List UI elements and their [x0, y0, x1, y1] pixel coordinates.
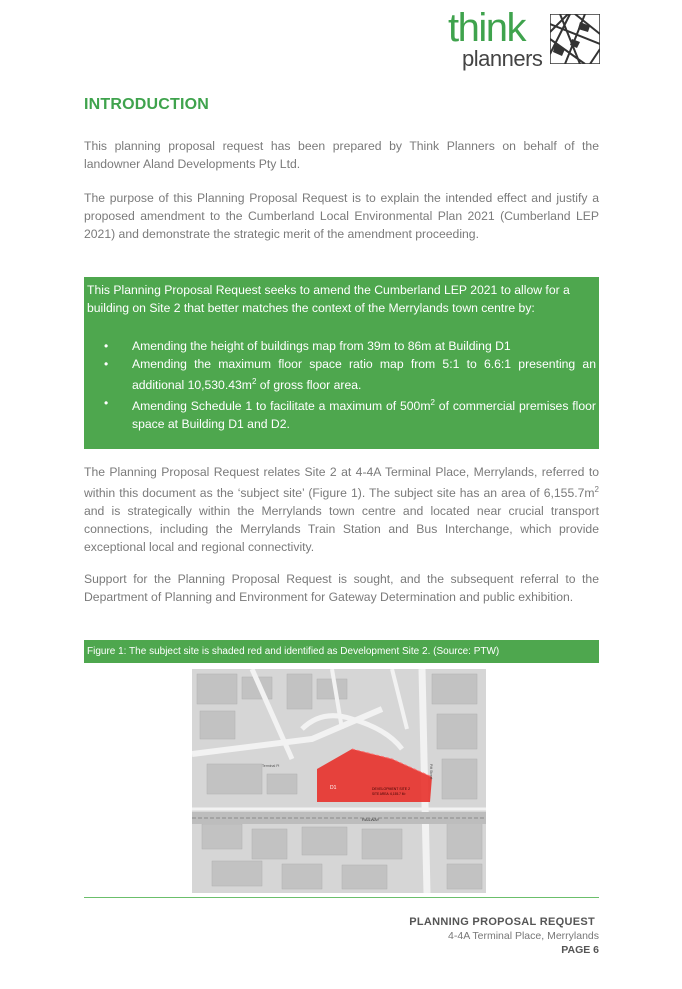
site-map-drawing: [192, 669, 486, 893]
footer-title: PLANNING PROPOSAL REQUEST: [409, 916, 595, 928]
footer-page-number: PAGE 6: [561, 944, 599, 956]
bullet-3-text-a: Amending Schedule 1 to facilitate a maximum of 500m: [132, 399, 431, 414]
bullet-1-text: Amending the height of buildings map from 39m to 86m at Building D1: [132, 339, 511, 353]
bullet-2-text-a: Amending the maximum floor space ratio map from 5:1 to 6.6:1 presenting an additional 10,530.43m: [132, 357, 596, 393]
page-footer: [409, 915, 599, 957]
bullet-3-text-b: of commercial premises floor space at Building D1 and D2.: [132, 399, 596, 432]
p3-text-b: and is strategically within the Merrylands town centre and located near crucial transport connections, including the Merrylands Train Station and Bus Interchange, which provide exceptional local and regional connectivity.: [84, 504, 599, 555]
intro-paragraph-1: This planning proposal request has been prepared by Think Planners on behalf of the landowner Aland Developments Pty Ltd.: [84, 139, 599, 171]
map-label-terminal: Terminal Pl: [262, 764, 280, 768]
bullet-icon: •: [104, 396, 109, 411]
logo-map-mark-icon: [550, 14, 600, 64]
map-label-railway: RAILWAY: [362, 817, 380, 822]
map-label-pitt: Pitt Street: [429, 764, 433, 780]
site-map-image: [192, 669, 486, 893]
amendment-list: [87, 337, 596, 433]
intro-paragraph-2: The purpose of this Planning Proposal Request is to explain the intended effect and justify a proposed amendment to the Cumberland Local Environmental Plan 2021 (Cumberland LEP 2021) and demonstrate the strategic merit of the amendment proceeding.: [84, 191, 599, 241]
map-label-site: DEVELOPMENT SITE 2: [372, 787, 411, 791]
list-item: [87, 337, 596, 355]
map-label-site-area: SITE AREA: 6,155.7 M²: [372, 792, 406, 796]
list-item: [87, 355, 596, 394]
figure-caption: Figure 1: The subject site is shaded red and identified as Development Site 2. (Source: PTW): [84, 640, 599, 663]
superscript: 2: [251, 377, 257, 386]
footer-divider: [84, 897, 599, 898]
bullet-icon: •: [104, 357, 109, 371]
page-heading: INTRODUCTION: [84, 96, 210, 113]
p3-text-a: The Planning Proposal Request relates Site 2 at 4-4A Terminal Place, Merrylands, referred to within this document as the ‘subject site’ (Figure 1). The subject site has an area of 6,155.7m: [84, 465, 599, 501]
superscript: 2: [594, 485, 599, 494]
summary-intro: This Planning Proposal Request seeks to amend the Cumberland LEP 2021 to allow for a building on Site 2 that better matches the context of the Merrylands town centre by:: [87, 283, 570, 315]
bullet-icon: •: [104, 339, 109, 353]
proposal-summary-box: [84, 277, 599, 449]
footer-address: 4-4A Terminal Place, Merrylands: [448, 930, 599, 942]
superscript: 2: [430, 398, 435, 408]
map-label-d1: D1: [330, 785, 337, 791]
list-item: [87, 394, 596, 433]
think-planners-logo: [448, 6, 600, 71]
intro-paragraph-4: Support for the Planning Proposal Request is sought, and the subsequent referral to the Department of Planning and Environment for Gateway Determination and public exhibition.: [84, 572, 599, 604]
intro-paragraph-3: [84, 463, 599, 556]
logo-planners-text: planners: [462, 46, 543, 71]
bullet-2-text-b: of gross floor area.: [256, 378, 362, 393]
logo-think-text: think: [448, 6, 525, 50]
